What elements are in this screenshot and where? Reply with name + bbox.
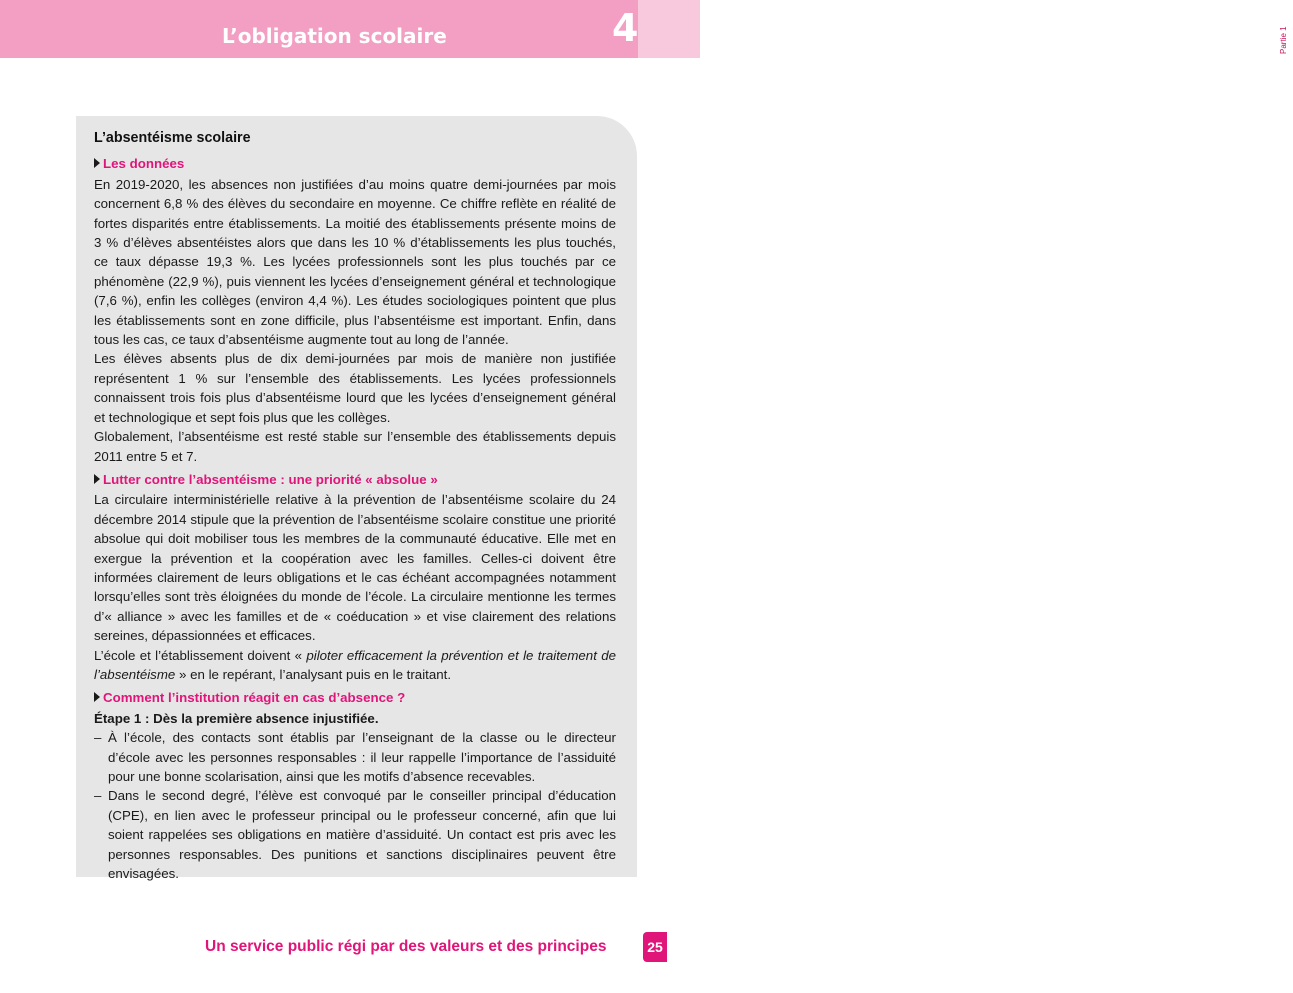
paragraph-text: » en le repérant, l’analysant puis en le traitant.	[175, 666, 452, 682]
header-title: L’obligation scolaire	[222, 24, 447, 48]
triangle-bullet-icon	[94, 474, 100, 484]
triangle-bullet-icon	[94, 158, 100, 168]
chapter-tab	[638, 0, 1288, 58]
list-item: – Dans le second degré, l’élève est convoqué par le conseiller principal d’éducation (CPE), en lien avec le professeur principal ou le professeur concerné, afin que lui soient rappelées ses obligations en matière d’assiduité. Un contact est pris avec les personnes responsables. Des punitions et sanctions disciplinaires peuvent être envisagées.	[94, 786, 616, 883]
measures-list	[94, 728, 616, 883]
chapter-number: 4	[612, 6, 639, 50]
subheading-donnees-label: Les données	[103, 156, 185, 172]
step-title: Étape 1 : Dès la première absence injustifiée.	[94, 710, 379, 726]
paragraph: En 2019-2020, les absences non justifiées d’au moins quatre demi-journées par mois concernent 6,8 % des élèves du secondaire en moyenne. Ce chiffre reflète en réalité de fortes disparités entre établissements. La moitié des établissements présente moins de 3 % d’élèves absentéistes alors que dans les 10 % d’établissements les plus touchés, ce taux dépasse 19,3 %. Les lycées professionnels sont les plus touchés par ce phénomène (22,9 %), puis viennent les lycées d’enseignement général et technologique (7,6 %), enfin les collèges (environ 4,4 %). Les études sociologiques pointent que plus les établissements sont en zone difficile, plus l’absentéisme est important. Enfin, dans tous les cas, ce taux d’absentéisme augmente tout au long de l’année.	[94, 176, 616, 348]
subheading-institution	[94, 688, 616, 707]
subheading-institution-label: Comment l’institution réagit en cas d’absence ?	[103, 690, 406, 706]
list-item: – À l’école, des contacts sont établis par l’enseignant de la classe ou le directeur d’école avec les personnes responsables : il leur rappelle l’importance de l’assiduité pour une bonne scolarisation, ainsi que les motifs d’absence recevables.	[94, 728, 616, 786]
subheading-donnees	[94, 154, 616, 173]
paragraph	[94, 646, 616, 685]
page-number: 25	[643, 932, 667, 962]
subheading-lutter-label: Lutter contre l’absentéisme : une priorité « absolue »	[103, 471, 438, 487]
quoted-text: piloter efficacement la prévention et le traitement de l’absentéisme	[94, 647, 617, 682]
paragraph: Globalement, l’absentéisme est resté stable sur l’ensemble des établissements depuis 2011 entre 5 et 7.	[94, 429, 616, 464]
paragraph: Les élèves absents plus de dix demi-journées par mois de manière non justifiée représentent 1 % sur l’ensemble des établissements. Les lycées professionnels connaissent trois fois plus d’absentéisme lourd que les lycées d’enseignement général et technologique et sept fois plus que les collèges.	[94, 351, 616, 425]
part-label: Partie 1	[1279, 26, 1288, 54]
subheading-lutter	[94, 470, 616, 489]
footer-title: Un service public régi par des valeurs et des principes	[205, 938, 607, 955]
section-title: L’absentéisme scolaire	[94, 130, 251, 146]
article-content	[94, 129, 616, 883]
paragraph: La circulaire interministérielle relative à la prévention de l’absentéisme scolaire du 24 décembre 2014 stipule que la prévention de l’absentéisme scolaire constitue une priorité absolue qui doit mobiliser tous les membres de la communauté éducative. Elle met en exergue la prévention et la coopération avec les familles. Celles-ci doivent être informées clairement de leurs obligations et le cas échéant accompagnées notamment lorsqu’elles sont très éloignées du monde de l’école. La circulaire mentionne les termes d’« alliance » avec les familles et de « coéducation » et vise clairement des relations sereines, dépassionnées et efficaces.	[94, 492, 616, 644]
page-header	[0, 0, 700, 58]
paragraph-text: L’école et l’établissement doivent «	[94, 647, 307, 663]
triangle-bullet-icon	[94, 692, 100, 702]
